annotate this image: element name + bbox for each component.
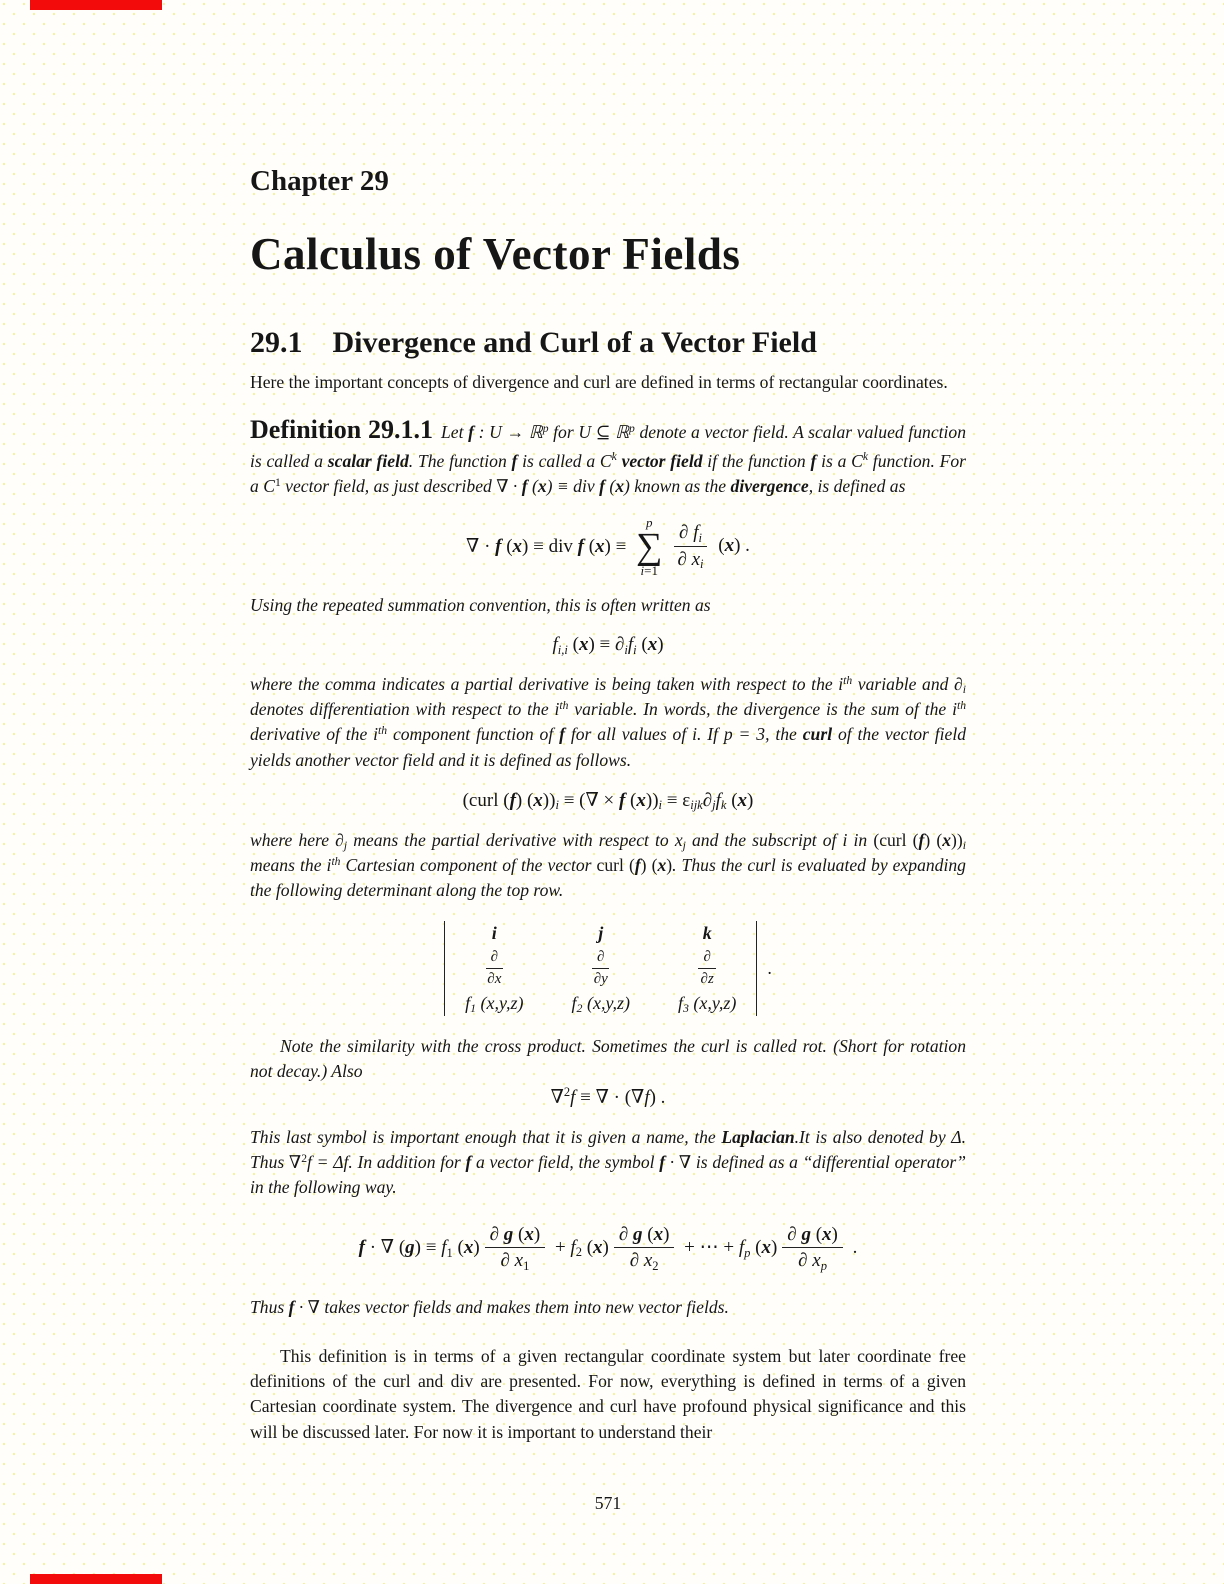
determinant-f3: f3 (x,y,z): [677, 992, 737, 1016]
fraction-dg-dx1: $\frac{\partial g (x)}{\partial x1}$: [485, 1223, 546, 1274]
sum-operator: [636, 516, 662, 577]
page-number: 571: [594, 1492, 622, 1513]
determinant-head-j: j: [598, 923, 604, 944]
paragraph-laplacian: This last symbol is important enough that it is given a name, the Laplacian.It is also denoted by Δ. Thus ∇$^2$f = Δf. In addition for f a vector field, the symbol f · ∇ is defined as a “differential operator” in the following way.: [250, 1127, 967, 1198]
fraction-dg-dx2: $\frac{\partial g (x)}{\partial x2}$: [614, 1223, 675, 1274]
paragraph-note-cross-product: Note the similarity with the cross product. Sometimes the curl is called rot. (Short for rotation not decay.) Also: [250, 1035, 966, 1081]
intro-paragraph: Here the important concepts of divergence and curl are defined in terms of rectangular coordinates.: [250, 372, 948, 392]
scan-mark-top: [30, 0, 162, 10]
definition-block: [250, 411, 966, 500]
paragraph-curl-explanation: where here ∂j means the partial derivative with respect to xj and the subscript of i in (curl (f) (x))i means the $i^{th}$ Cartesian component of the vector curl (f) (x). Thus the curl is evaluated by expanding the following determinant along the top row.: [250, 829, 966, 901]
section-title: Divergence and Curl of a Vector Field: [332, 326, 817, 359]
paragraph-closing: This definition is in terms of a given rectangular coordinate system but later coordinate free definitions of the curl and div are presented. For now, everything is defined in terms of a given Cartesian coordinate system. The divergence and curl have profound physical significance and this will be discussed later. For now it is important to understand their: [250, 1346, 966, 1442]
section-number: 29.1: [250, 326, 303, 359]
chapter-title: Calculus of Vector Fields: [250, 229, 741, 279]
equation-divergence-lhs: ∇ · f (x) ≡ div f (x) ≡: [466, 535, 632, 557]
determinant-period: .: [767, 957, 772, 978]
paragraph-summation-convention: Using the repeated summation convention, this is often written as: [250, 594, 711, 615]
section-heading: [250, 326, 966, 360]
equation-summation-convention: fi,i (x) ≡ ∂ifi (x): [552, 634, 664, 657]
sum-symbol: ∑: [636, 525, 663, 567]
determinant-head-i: i: [491, 923, 497, 944]
chapter-label: Chapter 29: [250, 165, 389, 197]
page-content: [250, 165, 966, 1514]
determinant-head-k: k: [702, 923, 712, 944]
fraction-dg-dxp: $\frac{\partial g (x)}{\partial xp}$: [782, 1223, 843, 1274]
definition-body: Let f : U → ℝ$^p$ for U ⊆ ℝ$^p$ denote a vector field. A scalar valued function is called a scalar field. The function f is called a $C^k$ vector field if the function f is a $C^k$ function. For a $C^1$ vector field, as just described ∇ · f (x) ≡ div f (x) known as the divergence, is defined as: [250, 421, 967, 497]
determinant-ddx: $\frac{\partial}{\partial x}$: [487, 949, 502, 987]
equation-curl: (curl (f) (x))i ≡ (∇ × f (x))i ≡ εijk∂jfk (x): [462, 789, 754, 813]
determinant-f1: f1 (x,y,z): [465, 992, 524, 1016]
equation-divergence: [250, 516, 966, 577]
equation-f-dot-nabla: f · ∇ (g) ≡ f1 (x) $\frac{\partial g (x)}{\partial x1}$ + f2 (x) $\frac{\partial g (x)}{\partial x2}$ + ⋯ + fp (x) $\frac{\partial g (x)}{\partial xp}$ .: [358, 1223, 858, 1273]
fraction-partial-fi: $\frac{\partial fi}{\partial xi}$: [672, 521, 708, 572]
determinant-ddz: $\frac{\partial}{\partial z}$: [696, 948, 719, 989]
sum-lower-limit: i=1: [640, 562, 658, 578]
equation-divergence-rhs: (x) .: [713, 535, 750, 557]
determinant-right-bar: [756, 921, 757, 1016]
paragraph-thus: Thus f · ∇ takes vector fields and makes them into new vector fields.: [250, 1297, 729, 1318]
determinant-f2: f2 (x,y,z): [571, 992, 630, 1016]
determinant-ddy: $\frac{\partial}{\partial y}$: [593, 949, 608, 987]
definition-label: Definition 29.1.1: [250, 415, 433, 445]
determinant-grid: [445, 921, 756, 1016]
equation-laplacian: ∇$^2$f ≡ ∇ · (∇f) .: [550, 1085, 666, 1109]
sum-upper-limit: p: [646, 514, 653, 530]
determinant: [250, 921, 966, 1016]
paragraph-comma-explanation: where the comma indicates a partial derivative is being taken with respect to the $i^{th}$ variable and ∂i denotes differentiation with respect to the $i^{th}$ variable. In words, the divergence is the sum of the $i^{th}$ derivative of the $i^{th}$ component function of f for all values of i. If p = 3, the curl of the vector field yields another vector field and it is defined as follows.: [250, 673, 967, 770]
scan-mark-bottom: [30, 1574, 162, 1584]
